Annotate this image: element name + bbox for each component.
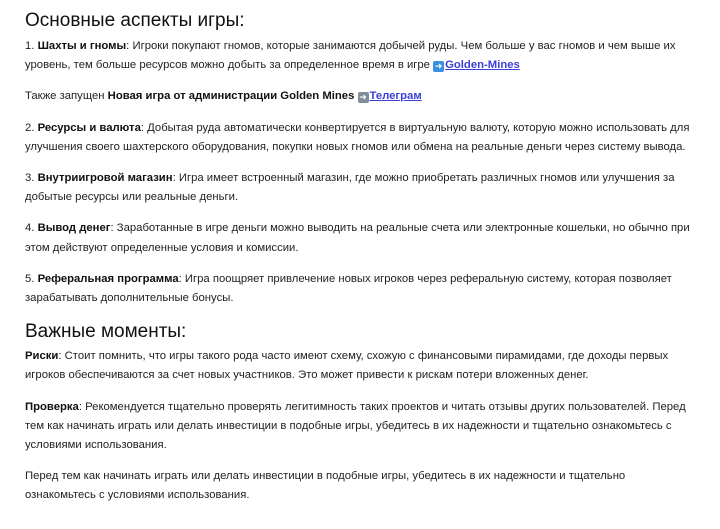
- golden-mines-link[interactable]: Golden-Mines: [445, 59, 520, 72]
- list-item-referral: [25, 270, 697, 308]
- paragraph-final: Перед тем как начинать играть или делать инвестиции в подобные игры, убедитесь в их надежности и тщательно ознакомьтесь с условиями использования.: [25, 470, 626, 502]
- item-text: : Игра имеет встроенный магазин, где можно приобретать различных гномов или улучшения за добытые ресурсы или реальные деньги.: [25, 172, 675, 204]
- launch-prefix: Также запущен: [25, 90, 108, 103]
- right-arrow-icon: ➜: [434, 61, 443, 72]
- item-term: Внутриигровой магазин: [37, 172, 173, 185]
- paragraph-check: [25, 398, 697, 456]
- list-item-resources: [25, 119, 697, 157]
- item-term: Реферальная программа: [37, 272, 179, 285]
- item-text: : Заработанные в игре деньги можно выводить на реальные счета или электронные кошельки, но обычно при этом действуют определенные условия и комиссии.: [25, 222, 690, 254]
- item-text: : Добытая руда автоматически конвертируется в виртуальную валюту, которую можно использовать для улучшения своего шахтерского оборудования, покупки новых гномов или обмена на реальные деньги через систему вывода.: [25, 121, 690, 153]
- launch-title: Новая игра от администрации Golden Mines: [107, 90, 355, 103]
- item-number: 1.: [25, 40, 35, 52]
- right-arrow-icon: ➜: [359, 92, 367, 103]
- item-term: Проверка: [25, 400, 79, 413]
- launch-notice: [25, 87, 697, 106]
- item-number: 5.: [25, 272, 35, 285]
- item-text: : Игроки покупают гномов, которые занимаются добычей руды. Чем больше у вас гномов и чем выше их уровень, тем больше ресурсов можно добыть за определенное время в игре: [25, 40, 676, 72]
- heading-important-points: Важные моменты:: [25, 321, 187, 343]
- item-text: : Игра поощряет привлечение новых игроков через реферальную систему, которая позволяет зарабатывать дополнительные бонусы.: [25, 272, 672, 305]
- item-term: Вывод денег: [37, 222, 111, 235]
- item-term: Шахты и гномы: [37, 40, 127, 52]
- heading-main-aspects: Основные аспекты игры:: [25, 10, 245, 31]
- list-item-mines: [25, 37, 697, 75]
- item-term: Риски: [25, 350, 59, 363]
- list-item-shop: [25, 169, 697, 207]
- item-term: Ресурсы и валюта: [37, 121, 141, 134]
- paragraph-risks: [25, 347, 697, 385]
- item-number: 2.: [25, 121, 35, 134]
- telegram-link[interactable]: Телеграм: [369, 90, 422, 103]
- list-item-withdrawal: [25, 219, 697, 257]
- article: [25, 9, 697, 518]
- item-text: : Рекомендуется тщательно проверять легитимность таких проектов и читать отзывы других пользователей. Перед тем как начинать играть или делать инвестиции в подобные игры, убедитесь в их надежности и тщательно ознакомьтесь с условиями использования.: [25, 400, 686, 452]
- item-text: : Стоит помнить, что игры такого рода часто имеют схему, схожую с финансовыми пирамидами, где доходы первых игроков обеспечиваются за счет новых участников. Это может привести к рискам потери вложенных денег.: [25, 350, 669, 382]
- item-number: 4.: [25, 222, 35, 235]
- item-number: 3.: [25, 172, 35, 185]
